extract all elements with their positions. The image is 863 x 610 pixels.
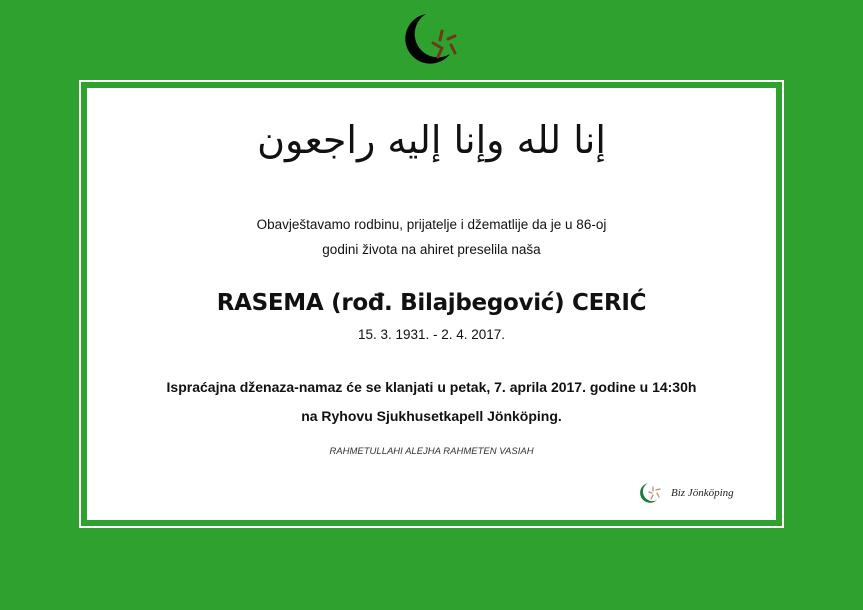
funeral-line-1: Ispraćajna dženaza-namaz će se klanjati u petak, 7. aprila 2017. godine u 14:30h [166,379,697,395]
intro-line-1: Obavještavamo rodbinu, prijatelje i džematlije da je u 86-oj [256,217,607,232]
crescent-star-icon [637,481,663,505]
intro-text [87,212,776,262]
intro-line-2: godini života na ahiret preselila naša [322,242,541,257]
prayer-text: RAHMETULLAHI ALEJHA RAHMETEN VASIAH [329,446,534,457]
footer-logo [637,481,734,505]
organization-name: Biz Jönköping [671,487,734,499]
obituary-card [87,88,776,520]
funeral-info [87,373,776,431]
crescent-star-logo-icon [396,10,466,68]
life-dates: 15. 3. 1931. - 2. 4. 2017. [357,327,506,342]
deceased-name: RASEMA (rođ. Bilajbegović) CERIĆ [216,290,647,316]
funeral-line-2: na Ryhovu Sjukhusetkapell Jönköping. [301,408,562,424]
arabic-calligraphy: إنا لله وإنا إليه راجعون [257,118,606,162]
